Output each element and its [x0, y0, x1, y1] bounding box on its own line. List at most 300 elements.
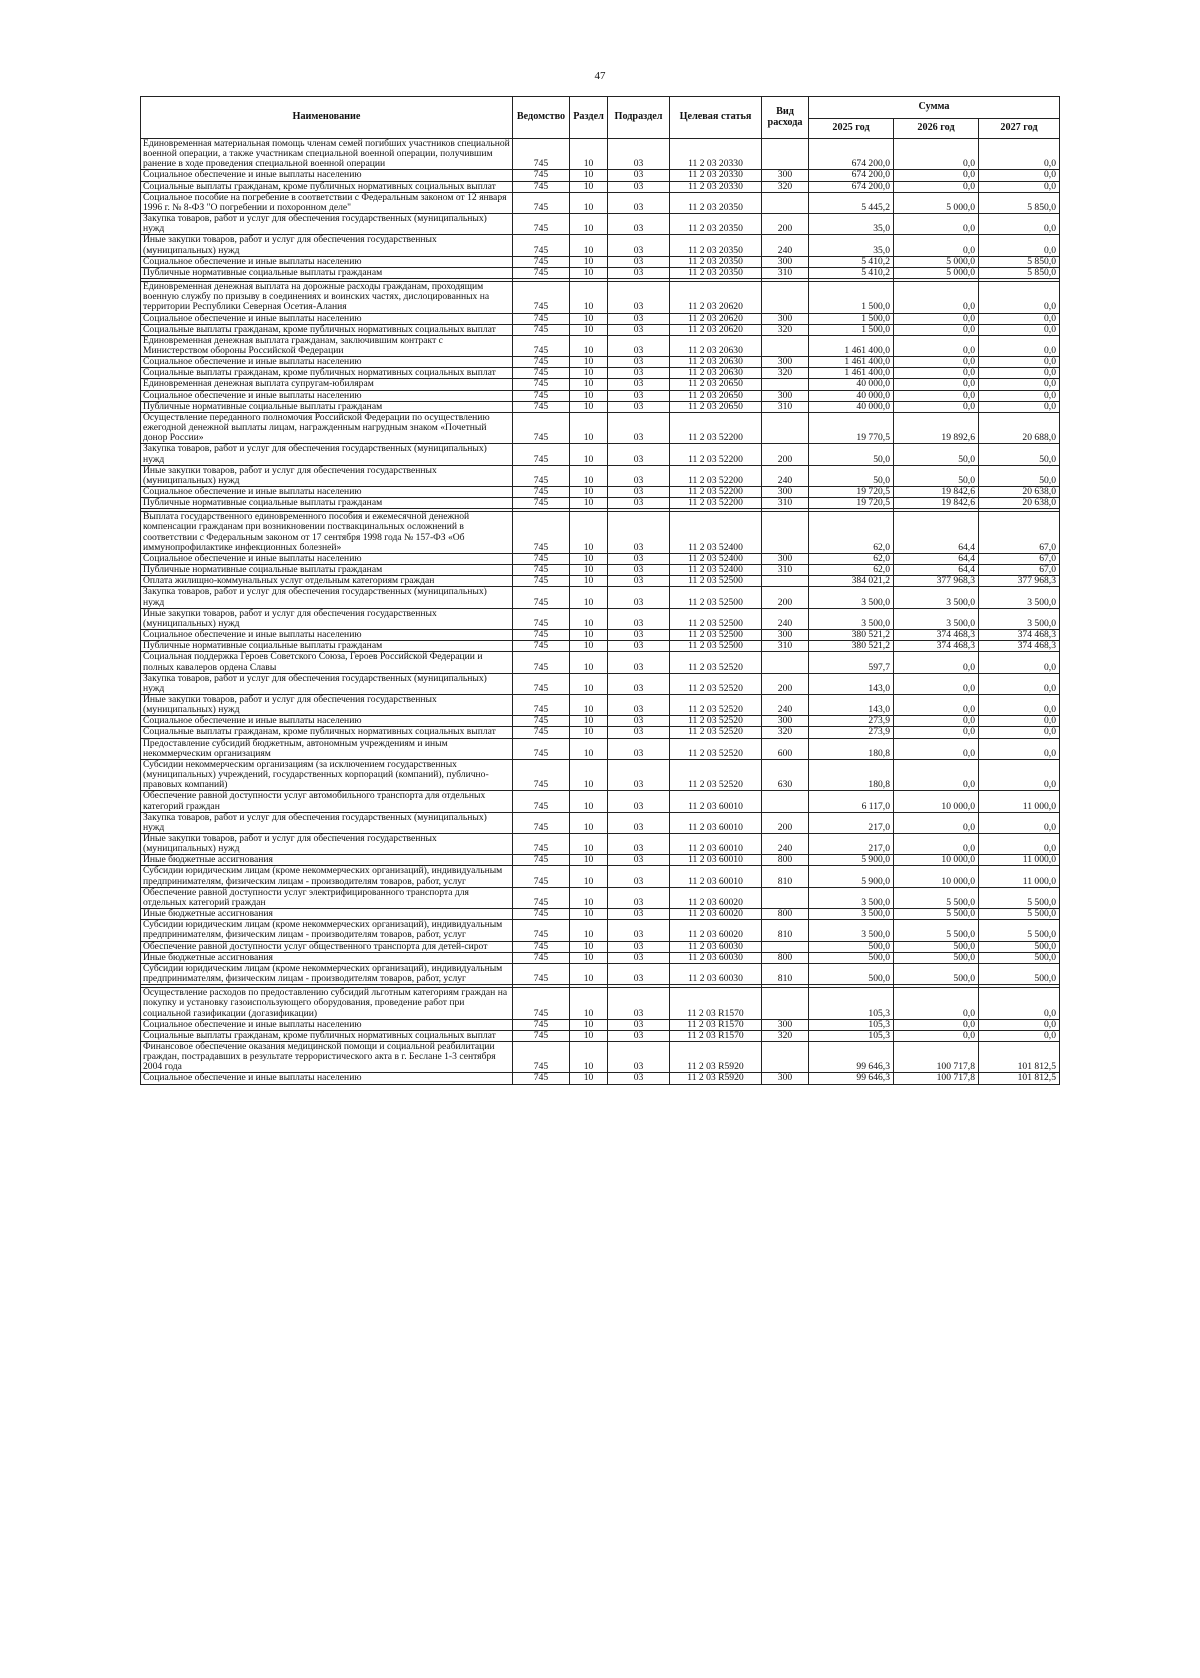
row-podrazdel: 03 — [608, 498, 670, 509]
table-row — [141, 1041, 1060, 1072]
row-podrazdel: 03 — [608, 181, 670, 192]
row-vid: 320 — [762, 1030, 809, 1041]
row-target: 11 2 03 R1570 — [670, 988, 762, 1019]
table-row — [141, 465, 1060, 486]
row-sum-2026: 0,0 — [894, 214, 979, 235]
row-podrazdel: 03 — [608, 512, 670, 554]
row-sum-2025: 35,0 — [809, 235, 894, 256]
row-target: 11 2 03 52520 — [670, 716, 762, 727]
row-razdel: 10 — [570, 553, 608, 564]
row-sum-2025: 217,0 — [809, 834, 894, 855]
row-podrazdel: 03 — [608, 139, 670, 170]
row-podrazdel: 03 — [608, 587, 670, 608]
row-sum-2027: 0,0 — [979, 694, 1060, 715]
table-row — [141, 855, 1060, 866]
row-vedomstvo: 745 — [513, 834, 570, 855]
row-vid: 310 — [762, 267, 809, 278]
row-razdel: 10 — [570, 727, 608, 738]
row-name: Иные бюджетные ассигнования — [141, 952, 513, 963]
row-sum-2026: 10 000,0 — [894, 866, 979, 887]
row-podrazdel: 03 — [608, 1041, 670, 1072]
row-name: Социальное пособие на погребение в соответствии с Федеральным законом от 12 января 1996 г. № 8-ФЗ "О погребении и похоронном деле" — [141, 192, 513, 213]
table-row — [141, 412, 1060, 443]
table-row — [141, 941, 1060, 952]
row-sum-2025: 500,0 — [809, 963, 894, 984]
row-podrazdel: 03 — [608, 866, 670, 887]
row-name: Публичные нормативные социальные выплаты гражданам — [141, 401, 513, 412]
row-sum-2026: 0,0 — [894, 652, 979, 673]
row-sum-2026: 19 892,6 — [894, 412, 979, 443]
row-vid: 800 — [762, 855, 809, 866]
row-podrazdel: 03 — [608, 282, 670, 313]
row-name: Социальная поддержка Героев Советского Союза, Героев Российской Федерации и полных кавалеров ордена Славы — [141, 652, 513, 673]
table-row — [141, 694, 1060, 715]
row-sum-2027: 0,0 — [979, 673, 1060, 694]
row-sum-2025: 180,8 — [809, 759, 894, 790]
row-sum-2027: 67,0 — [979, 553, 1060, 564]
table-row — [141, 256, 1060, 267]
row-target: 11 2 03 20630 — [670, 335, 762, 356]
row-sum-2026: 0,0 — [894, 368, 979, 379]
row-razdel: 10 — [570, 181, 608, 192]
row-vid: 200 — [762, 444, 809, 465]
row-vedomstvo: 745 — [513, 181, 570, 192]
row-podrazdel: 03 — [608, 1073, 670, 1084]
row-name: Иные бюджетные ассигнования — [141, 855, 513, 866]
row-sum-2025: 99 646,3 — [809, 1073, 894, 1084]
row-vid — [762, 192, 809, 213]
row-vid: 800 — [762, 952, 809, 963]
row-vedomstvo: 745 — [513, 652, 570, 673]
row-target: 11 2 03 20630 — [670, 368, 762, 379]
row-name: Субсидии юридическим лицам (кроме некоммерческих организаций), индивидуальным предпринимателям, физическим лицам - производителям товаров, работ, услуг — [141, 866, 513, 887]
row-podrazdel: 03 — [608, 335, 670, 356]
row-podrazdel: 03 — [608, 716, 670, 727]
row-podrazdel: 03 — [608, 390, 670, 401]
table-row — [141, 887, 1060, 908]
row-vedomstvo: 745 — [513, 759, 570, 790]
row-sum-2025: 62,0 — [809, 565, 894, 576]
row-vid: 310 — [762, 565, 809, 576]
row-podrazdel: 03 — [608, 759, 670, 790]
row-name: Оплата жилищно-коммунальных услуг отдельным категориям граждан — [141, 576, 513, 587]
row-sum-2027: 0,0 — [979, 390, 1060, 401]
row-sum-2026: 0,0 — [894, 812, 979, 833]
row-vedomstvo: 745 — [513, 1073, 570, 1084]
row-sum-2025: 384 021,2 — [809, 576, 894, 587]
row-sum-2026: 10 000,0 — [894, 791, 979, 812]
row-vid: 300 — [762, 390, 809, 401]
row-podrazdel: 03 — [608, 553, 670, 564]
row-name: Субсидии некоммерческим организациям (за исключением государственных (муниципальных) учреждений, государственных корпораций (компаний), публично-правовых компаний) — [141, 759, 513, 790]
row-vedomstvo: 745 — [513, 313, 570, 324]
row-target: 11 2 03 52500 — [670, 630, 762, 641]
row-sum-2026: 50,0 — [894, 444, 979, 465]
row-vid — [762, 412, 809, 443]
table-row — [141, 652, 1060, 673]
row-sum-2027: 5 500,0 — [979, 909, 1060, 920]
row-sum-2027: 67,0 — [979, 512, 1060, 554]
row-name: Социальное обеспечение и иные выплаты населению — [141, 487, 513, 498]
header-podrazdel: Подраздел — [608, 97, 670, 139]
row-sum-2025: 1 500,0 — [809, 313, 894, 324]
row-sum-2025: 3 500,0 — [809, 887, 894, 908]
row-vedomstvo: 745 — [513, 357, 570, 368]
row-sum-2026: 10 000,0 — [894, 855, 979, 866]
row-podrazdel: 03 — [608, 379, 670, 390]
table-row — [141, 390, 1060, 401]
row-razdel: 10 — [570, 192, 608, 213]
row-sum-2025: 19 720,5 — [809, 498, 894, 509]
row-razdel: 10 — [570, 324, 608, 335]
row-vid — [762, 1041, 809, 1072]
row-name: Иные закупки товаров, работ и услуг для обеспечения государственных (муниципальных) нужд — [141, 608, 513, 629]
row-razdel: 10 — [570, 401, 608, 412]
row-name: Субсидии юридическим лицам (кроме некоммерческих организаций), индивидуальным предпринимателям, физическим лицам - производителям товаров, работ, услуг — [141, 920, 513, 941]
row-razdel: 10 — [570, 313, 608, 324]
row-vid: 800 — [762, 909, 809, 920]
row-vedomstvo: 745 — [513, 139, 570, 170]
row-sum-2027: 0,0 — [979, 716, 1060, 727]
row-vedomstvo: 745 — [513, 565, 570, 576]
row-sum-2027: 67,0 — [979, 565, 1060, 576]
row-sum-2027: 0,0 — [979, 834, 1060, 855]
row-vedomstvo: 745 — [513, 368, 570, 379]
row-razdel: 10 — [570, 855, 608, 866]
row-vedomstvo: 745 — [513, 267, 570, 278]
row-sum-2026: 100 717,8 — [894, 1041, 979, 1072]
row-vedomstvo: 745 — [513, 812, 570, 833]
row-vedomstvo: 745 — [513, 694, 570, 715]
row-sum-2026: 377 968,3 — [894, 576, 979, 587]
row-target: 11 2 03 20620 — [670, 313, 762, 324]
row-sum-2026: 5 500,0 — [894, 920, 979, 941]
row-name: Иные закупки товаров, работ и услуг для обеспечения государственных (муниципальных) нужд — [141, 465, 513, 486]
row-target: 11 2 03 52500 — [670, 576, 762, 587]
table-row — [141, 1073, 1060, 1084]
row-vid: 240 — [762, 834, 809, 855]
row-sum-2026: 500,0 — [894, 963, 979, 984]
table-row — [141, 759, 1060, 790]
row-razdel: 10 — [570, 267, 608, 278]
row-name: Социальные выплаты гражданам, кроме публичных нормативных социальных выплат — [141, 181, 513, 192]
row-razdel: 10 — [570, 791, 608, 812]
row-razdel: 10 — [570, 952, 608, 963]
row-vid — [762, 576, 809, 587]
row-vedomstvo: 745 — [513, 444, 570, 465]
row-vid: 630 — [762, 759, 809, 790]
row-vedomstvo: 745 — [513, 401, 570, 412]
row-razdel: 10 — [570, 673, 608, 694]
row-target: 11 2 03 60030 — [670, 941, 762, 952]
row-sum-2026: 19 842,6 — [894, 487, 979, 498]
row-name: Социальное обеспечение и иные выплаты населению — [141, 313, 513, 324]
row-vedomstvo: 745 — [513, 791, 570, 812]
row-sum-2026: 0,0 — [894, 379, 979, 390]
row-vedomstvo: 745 — [513, 988, 570, 1019]
row-podrazdel: 03 — [608, 565, 670, 576]
row-sum-2026: 0,0 — [894, 235, 979, 256]
row-target: 11 2 03 20630 — [670, 357, 762, 368]
table-row — [141, 608, 1060, 629]
row-podrazdel: 03 — [608, 1030, 670, 1041]
row-vid — [762, 988, 809, 1019]
row-sum-2025: 35,0 — [809, 214, 894, 235]
row-vid — [762, 379, 809, 390]
row-razdel: 10 — [570, 379, 608, 390]
row-razdel: 10 — [570, 1041, 608, 1072]
row-sum-2026: 0,0 — [894, 139, 979, 170]
row-sum-2027: 0,0 — [979, 324, 1060, 335]
row-sum-2026: 50,0 — [894, 465, 979, 486]
row-sum-2027: 0,0 — [979, 139, 1060, 170]
row-sum-2025: 40 000,0 — [809, 390, 894, 401]
row-vedomstvo: 745 — [513, 1019, 570, 1030]
row-sum-2025: 50,0 — [809, 444, 894, 465]
table-row — [141, 952, 1060, 963]
table-row — [141, 641, 1060, 652]
row-sum-2027: 5 850,0 — [979, 267, 1060, 278]
table-row — [141, 192, 1060, 213]
row-target: 11 2 03 52500 — [670, 641, 762, 652]
row-sum-2025: 5 900,0 — [809, 866, 894, 887]
row-sum-2026: 0,0 — [894, 694, 979, 715]
row-vedomstvo: 745 — [513, 487, 570, 498]
row-sum-2026: 374 468,3 — [894, 630, 979, 641]
row-vid — [762, 335, 809, 356]
row-sum-2025: 143,0 — [809, 694, 894, 715]
row-podrazdel: 03 — [608, 313, 670, 324]
row-podrazdel: 03 — [608, 952, 670, 963]
row-vid — [762, 512, 809, 554]
row-sum-2026: 0,0 — [894, 727, 979, 738]
row-name: Социальные выплаты гражданам, кроме публичных нормативных социальных выплат — [141, 324, 513, 335]
row-razdel: 10 — [570, 465, 608, 486]
row-name: Предоставление субсидий бюджетным, автономным учреждениям и иным некоммерческим организациям — [141, 738, 513, 759]
header-name: Наименование — [141, 97, 513, 139]
row-vid: 300 — [762, 1019, 809, 1030]
header-razdel: Раздел — [570, 97, 608, 139]
row-target: 11 2 03 52200 — [670, 412, 762, 443]
row-vid: 300 — [762, 170, 809, 181]
row-sum-2026: 0,0 — [894, 834, 979, 855]
row-target: 11 2 03 20350 — [670, 235, 762, 256]
row-target: 11 2 03 60010 — [670, 812, 762, 833]
row-vid: 300 — [762, 487, 809, 498]
row-sum-2025: 6 117,0 — [809, 791, 894, 812]
row-sum-2027: 0,0 — [979, 738, 1060, 759]
row-name: Социальные выплаты гражданам, кроме публичных нормативных социальных выплат — [141, 727, 513, 738]
row-sum-2027: 0,0 — [979, 335, 1060, 356]
row-podrazdel: 03 — [608, 192, 670, 213]
row-podrazdel: 03 — [608, 963, 670, 984]
row-sum-2027: 0,0 — [979, 170, 1060, 181]
table-header — [141, 97, 1060, 139]
row-sum-2025: 19 770,5 — [809, 412, 894, 443]
row-sum-2025: 674 200,0 — [809, 170, 894, 181]
row-sum-2027: 374 468,3 — [979, 641, 1060, 652]
row-vid — [762, 282, 809, 313]
row-sum-2026: 64,4 — [894, 512, 979, 554]
row-sum-2027: 5 850,0 — [979, 256, 1060, 267]
row-name: Публичные нормативные социальные выплаты гражданам — [141, 498, 513, 509]
row-razdel: 10 — [570, 214, 608, 235]
row-name: Единовременная денежная выплата супругам-юбилярам — [141, 379, 513, 390]
table-row — [141, 139, 1060, 170]
row-podrazdel: 03 — [608, 887, 670, 908]
row-podrazdel: 03 — [608, 727, 670, 738]
row-target: 11 2 03 R1570 — [670, 1030, 762, 1041]
row-sum-2027: 5 500,0 — [979, 920, 1060, 941]
row-name: Закупка товаров, работ и услуг для обеспечения государственных (муниципальных) нужд — [141, 673, 513, 694]
row-razdel: 10 — [570, 335, 608, 356]
row-vedomstvo: 745 — [513, 641, 570, 652]
row-vedomstvo: 745 — [513, 738, 570, 759]
row-sum-2027: 0,0 — [979, 401, 1060, 412]
row-razdel: 10 — [570, 576, 608, 587]
row-sum-2025: 50,0 — [809, 465, 894, 486]
row-vedomstvo: 745 — [513, 282, 570, 313]
header-vid: Вид расхода — [762, 97, 809, 139]
row-name: Публичные нормативные социальные выплаты гражданам — [141, 565, 513, 576]
row-target: 11 2 03 52200 — [670, 498, 762, 509]
row-razdel: 10 — [570, 282, 608, 313]
table-row — [141, 368, 1060, 379]
row-sum-2025: 674 200,0 — [809, 181, 894, 192]
row-name: Иные закупки товаров, работ и услуг для обеспечения государственных (муниципальных) нужд — [141, 694, 513, 715]
row-razdel: 10 — [570, 498, 608, 509]
row-sum-2025: 180,8 — [809, 738, 894, 759]
row-name: Осуществление расходов по предоставлению субсидий льготным категориям граждан на покупку и установку газоиспользующего оборудования, проведение работ при социальной газификации (догазификации) — [141, 988, 513, 1019]
row-sum-2025: 273,9 — [809, 716, 894, 727]
row-vid: 200 — [762, 673, 809, 694]
row-sum-2027: 0,0 — [979, 1019, 1060, 1030]
row-sum-2026: 0,0 — [894, 401, 979, 412]
row-vedomstvo: 745 — [513, 256, 570, 267]
row-sum-2026: 5 000,0 — [894, 256, 979, 267]
table-row — [141, 576, 1060, 587]
row-podrazdel: 03 — [608, 988, 670, 1019]
row-sum-2025: 380 521,2 — [809, 630, 894, 641]
row-name: Единовременная денежная выплата на дорожные расходы гражданам, проходящим военную службу по призыву в соединениях и воинских частях, дислоцированных на территории Республики Северная Осетия-Алания — [141, 282, 513, 313]
row-razdel: 10 — [570, 694, 608, 715]
row-razdel: 10 — [570, 988, 608, 1019]
row-sum-2025: 62,0 — [809, 553, 894, 564]
row-sum-2026: 3 500,0 — [894, 608, 979, 629]
row-vedomstvo: 745 — [513, 727, 570, 738]
row-sum-2025: 99 646,3 — [809, 1041, 894, 1072]
row-sum-2027: 0,0 — [979, 1030, 1060, 1041]
row-razdel: 10 — [570, 812, 608, 833]
row-vid: 300 — [762, 630, 809, 641]
row-vedomstvo: 745 — [513, 673, 570, 694]
row-vid: 810 — [762, 920, 809, 941]
row-vid: 200 — [762, 214, 809, 235]
budget-table — [140, 96, 1060, 1085]
row-target: 11 2 03 60010 — [670, 791, 762, 812]
row-sum-2026: 5 500,0 — [894, 909, 979, 920]
row-podrazdel: 03 — [608, 576, 670, 587]
row-vedomstvo: 745 — [513, 498, 570, 509]
row-name: Иные закупки товаров, работ и услуг для обеспечения государственных (муниципальных) нужд — [141, 235, 513, 256]
row-target: 11 2 03 20620 — [670, 282, 762, 313]
row-name: Публичные нормативные социальные выплаты гражданам — [141, 267, 513, 278]
row-target: 11 2 03 52500 — [670, 587, 762, 608]
row-vedomstvo: 745 — [513, 335, 570, 356]
row-target: 11 2 03 52520 — [670, 727, 762, 738]
table-row — [141, 379, 1060, 390]
row-razdel: 10 — [570, 920, 608, 941]
row-razdel: 10 — [570, 256, 608, 267]
row-vid: 810 — [762, 963, 809, 984]
row-razdel: 10 — [570, 487, 608, 498]
row-name: Социальное обеспечение и иные выплаты населению — [141, 630, 513, 641]
row-vid: 320 — [762, 368, 809, 379]
row-podrazdel: 03 — [608, 941, 670, 952]
row-vid — [762, 791, 809, 812]
row-sum-2026: 374 468,3 — [894, 641, 979, 652]
row-sum-2025: 105,3 — [809, 1019, 894, 1030]
row-podrazdel: 03 — [608, 170, 670, 181]
table-row — [141, 909, 1060, 920]
row-target: 11 2 03 52520 — [670, 652, 762, 673]
row-razdel: 10 — [570, 390, 608, 401]
table-row — [141, 357, 1060, 368]
row-podrazdel: 03 — [608, 324, 670, 335]
table-row — [141, 401, 1060, 412]
table-row — [141, 866, 1060, 887]
row-podrazdel: 03 — [608, 630, 670, 641]
row-target: 11 2 03 52400 — [670, 565, 762, 576]
row-razdel: 10 — [570, 759, 608, 790]
row-podrazdel: 03 — [608, 791, 670, 812]
row-sum-2026: 19 842,6 — [894, 498, 979, 509]
row-vid: 320 — [762, 324, 809, 335]
row-sum-2025: 40 000,0 — [809, 401, 894, 412]
row-razdel: 10 — [570, 738, 608, 759]
header-target: Целевая статья — [670, 97, 762, 139]
row-vid: 320 — [762, 727, 809, 738]
row-sum-2026: 0,0 — [894, 1019, 979, 1030]
row-name: Обеспечение равной доступности услуг электрифицированного транспорта для отдельных категорий граждан — [141, 887, 513, 908]
row-sum-2027: 0,0 — [979, 282, 1060, 313]
row-target: 11 2 03 52520 — [670, 738, 762, 759]
table-row — [141, 444, 1060, 465]
row-name: Социальное обеспечение и иные выплаты населению — [141, 390, 513, 401]
row-sum-2026: 64,4 — [894, 565, 979, 576]
row-sum-2026: 0,0 — [894, 390, 979, 401]
row-sum-2026: 0,0 — [894, 357, 979, 368]
row-podrazdel: 03 — [608, 920, 670, 941]
row-razdel: 10 — [570, 630, 608, 641]
row-sum-2025: 380 521,2 — [809, 641, 894, 652]
row-target: 11 2 03 20330 — [670, 181, 762, 192]
row-podrazdel: 03 — [608, 641, 670, 652]
row-sum-2026: 5 500,0 — [894, 887, 979, 908]
header-vedomstvo: Ведомство — [513, 97, 570, 139]
row-sum-2025: 40 000,0 — [809, 379, 894, 390]
row-sum-2027: 11 000,0 — [979, 866, 1060, 887]
row-sum-2026: 0,0 — [894, 181, 979, 192]
row-target: 11 2 03 60020 — [670, 887, 762, 908]
row-sum-2025: 5 445,2 — [809, 192, 894, 213]
row-podrazdel: 03 — [608, 214, 670, 235]
row-sum-2026: 0,0 — [894, 313, 979, 324]
row-sum-2025: 1 461 400,0 — [809, 368, 894, 379]
table-row — [141, 738, 1060, 759]
row-sum-2025: 674 200,0 — [809, 139, 894, 170]
row-razdel: 10 — [570, 587, 608, 608]
